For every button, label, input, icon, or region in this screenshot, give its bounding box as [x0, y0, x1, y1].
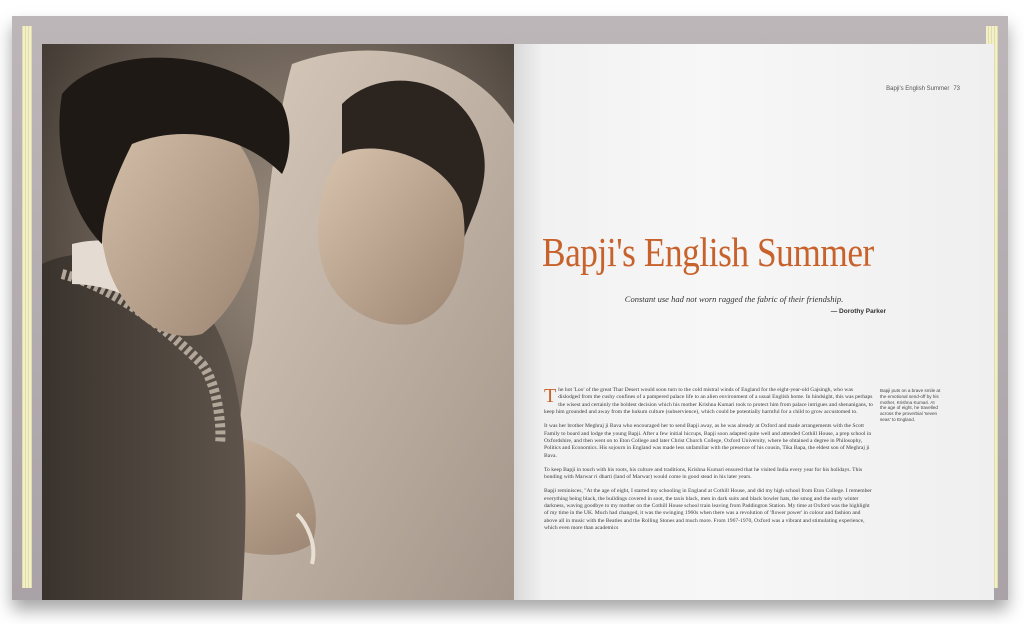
paragraph-1 [544, 387, 874, 417]
paragraph-4: Bapji reminisces, "At the age of eight, I started my schooling in England at Cothill House, and did my high school from Eton College. I remember everything being black, the buildings covered in soot, the taxis black, men in dark suits and black bowler hats, the smog and the early winter darkness, waving goodbye to my mother on the Cothill House school train leaving from Paddington Station. My time at Oxford was the highlight of my time in the UK. Much had changed, it was the swinging 1960s when there was a revolution of 'flower power' in colour and fashion and above all in music with the Beatles and the Rolling Stones and much more. From 1967-1970, Oxford was a vibrant and stimulating experience, which even more than academics [544, 488, 872, 532]
paragraph-2: It was her brother Meghraj ji Bava who encouraged her to send Bapji away, as he was already at Oxford and made arrangements with the Scott Family to board and lodge the young Bapji. After a few initial hiccups, Bapji soon adapted quite well and attended Cothill House, a prep school in Oxfordshire, and then went on to Eton College and later Christ Church College, Oxford University, where he obtained a degree in Philosophy, Politics and Economics. His sojourn in England was made less unfamiliar with the presence of his cousin, Tika Bapa, the eldest son of Meghraj ji Bava. [544, 423, 872, 459]
chapter-title: Bapji's English Summer [542, 229, 874, 275]
running-head [886, 86, 960, 92]
running-head-title: Bapji's English Summer [886, 86, 950, 92]
text-page [514, 44, 994, 600]
photo-page [42, 44, 514, 600]
paragraph-1-text: he hot 'Loo' of the great Thar Desert would soon turn to the cold mistral winds of England for the eight-year-old Gajsingh, who was dislodged from the cushy confines of a pampered palace life to an alien environment of a usual English home. In hindsight, this was perhaps the wisest and certainly the boldest decision which his mother Krishna Kumari took to protect him from palace intrigues and shenanigans, to keep him grounded and away from the hukum culture (subservience), which could be potentially harmful for a child to grow accustomed to. [544, 387, 873, 416]
page-number: 73 [953, 86, 960, 92]
drop-cap: T [544, 385, 557, 407]
paragraph-3: To keep Bapji in touch with his roots, his culture and traditions, Krishna Kumari ensured that he visited India every year for his holidays. This bonding with Marwar ri dharti (land of Marwar) would come in good stead in his later years. [544, 466, 863, 481]
epigraph-quote: Constant use had not worn ragged the fabric of their friendship. [624, 294, 844, 304]
book [12, 16, 1008, 600]
book-spread [42, 44, 994, 600]
epigraph-author: — Dorothy Parker [830, 308, 886, 315]
body-text [544, 387, 874, 539]
photo-caption: Bapji puts on a brave smile at the emotional send-off by his mother, Krishna Kumari. At the age of eight, he travelled across the proverbial 'seven seas' to England. [880, 388, 941, 422]
sepia-photograph [42, 44, 514, 600]
